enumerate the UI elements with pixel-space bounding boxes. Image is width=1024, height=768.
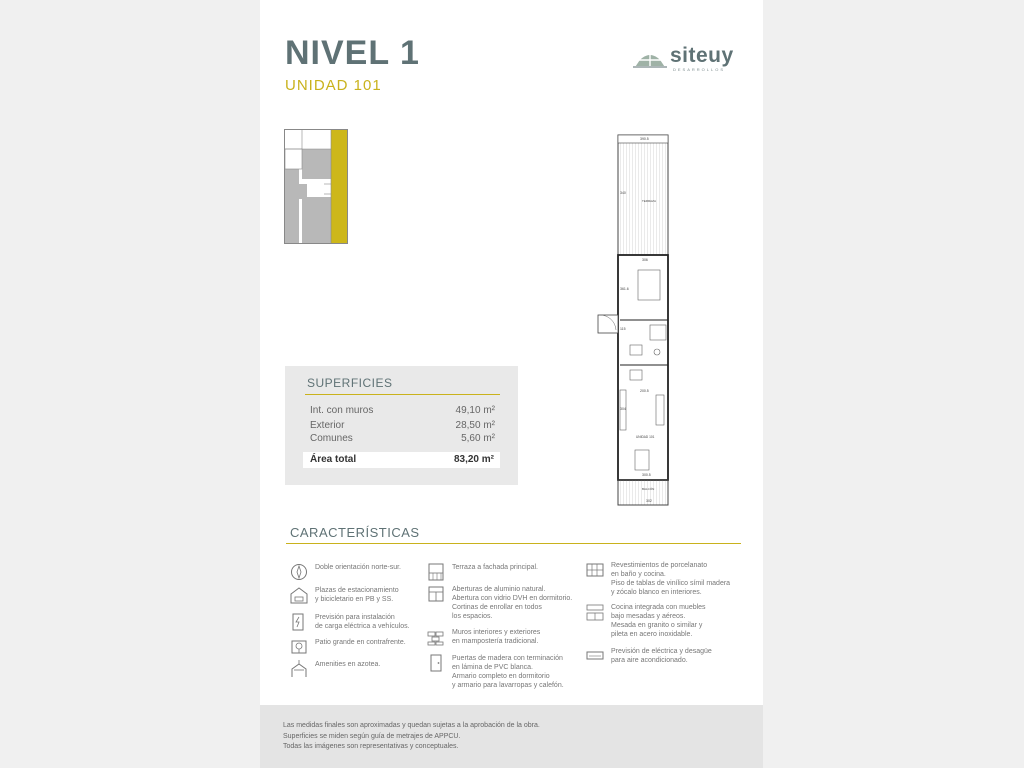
door-icon <box>427 654 445 672</box>
area-row <box>310 433 495 444</box>
plan-room-label: TERRAZA <box>642 199 657 203</box>
kitchen-icon <box>586 603 604 621</box>
logo-mark-icon <box>633 46 667 70</box>
plan-dim-label: 200.5 <box>640 389 649 393</box>
area-row-value: 28,50 m² <box>455 420 495 431</box>
features-heading: CARACTERÍSTICAS <box>290 525 420 540</box>
compass-icon <box>290 563 308 581</box>
brand-tagline: DESARROLLOS <box>673 67 726 72</box>
plan-dim-label: 304 <box>620 407 626 411</box>
plan-dim-label: 361.6 <box>620 287 629 291</box>
area-row-label: Comunes <box>310 433 353 444</box>
brand-logo <box>633 44 743 74</box>
feature-text: Patio grande en contrafrente. <box>315 639 406 646</box>
level-title: NIVEL 1 <box>285 34 420 72</box>
plan-dim-label: 115 <box>620 327 626 331</box>
feature-text: Terraza a fachada principal. <box>452 564 538 571</box>
areas-panel <box>285 366 518 485</box>
area-row <box>310 405 495 416</box>
plan-dim-label: 390.5 <box>640 137 649 141</box>
plan-dim-label: 306 <box>642 258 648 262</box>
unit-subtitle: UNIDAD 101 <box>285 77 382 94</box>
ev-charger-icon <box>290 613 308 631</box>
footer-disclaimer <box>260 705 763 768</box>
area-row <box>310 420 495 431</box>
disclaimer-line: Las medidas finales son aproximadas y quedan sujetas a la aprobación de la obra. <box>283 722 540 729</box>
feature-text: Plazas de estacionamiento y bicicletario en PB y SS. <box>315 587 399 603</box>
area-row-label: Exterior <box>310 420 345 431</box>
feature-text: Cocina integrada con muebles bajo mesadas y aéreos. Mesada en granito o similar y pileta en acero inoxidable. <box>611 604 706 638</box>
garage-icon <box>290 586 308 604</box>
features-divider <box>286 543 741 544</box>
disclaimer-line: Todas las imágenes son representativas y conceptuales. <box>283 743 459 750</box>
plan-room-label: BALCÓN <box>642 487 655 491</box>
plan-room-label: UNIDAD 101 <box>636 435 655 439</box>
disclaimer-line: Superficies se miden según guía de metrajes de APPCU. <box>283 733 461 740</box>
brick-wall-icon <box>427 628 445 646</box>
feature-text: Muros interiores y exteriores en mampostería tradicional. <box>452 629 541 645</box>
tiles-icon <box>586 561 604 579</box>
area-row-value: 49,10 m² <box>455 405 495 416</box>
area-total-value: 83,20 m² <box>453 454 494 465</box>
feature-text: Puertas de madera con terminación en lámina de PVC blanca. Armario completo en dormitorio y armario para lavarropas y calefón. <box>452 655 564 689</box>
plan-dim-label: 340 <box>620 191 626 195</box>
feature-text: Amenities en azotea. <box>315 661 381 668</box>
feature-text: Revestimientos de porcelanato en baño y cocina. Piso de tablas de vinílico símil madera y zócalo blanco en interiores. <box>611 562 731 596</box>
plan-dim-label: 302 <box>646 499 652 503</box>
area-total-row <box>303 452 500 468</box>
areas-heading: SUPERFICIES <box>307 376 393 390</box>
air-conditioner-icon <box>586 647 604 665</box>
feature-text: Previsión de eléctrica y desagüe para aire acondicionado. <box>611 648 712 664</box>
area-row-label: Int. con muros <box>310 405 374 416</box>
amenities-icon <box>290 660 308 678</box>
feature-text: Aberturas de aluminio natural. Abertura con vidrio DVH en dormitorio. Cortinas de enrollar en todos los espacios. <box>452 586 573 620</box>
areas-divider <box>305 394 500 395</box>
brand-name: siteuy <box>670 44 734 67</box>
key-plan-diagram <box>284 129 348 244</box>
floor-plan-diagram <box>590 130 690 510</box>
plan-dim-label: 300.5 <box>642 473 651 477</box>
feature-text: Doble orientación norte-sur. <box>315 564 401 571</box>
brochure-sheet <box>260 0 763 768</box>
window-icon <box>427 585 445 603</box>
feature-text: Previsión para instalación de carga eléctrica a vehículos. <box>315 614 410 630</box>
area-total-label: Área total <box>310 454 357 465</box>
area-row-value: 5,60 m² <box>461 433 495 444</box>
patio-icon <box>290 638 308 656</box>
terrace-icon <box>427 563 445 581</box>
